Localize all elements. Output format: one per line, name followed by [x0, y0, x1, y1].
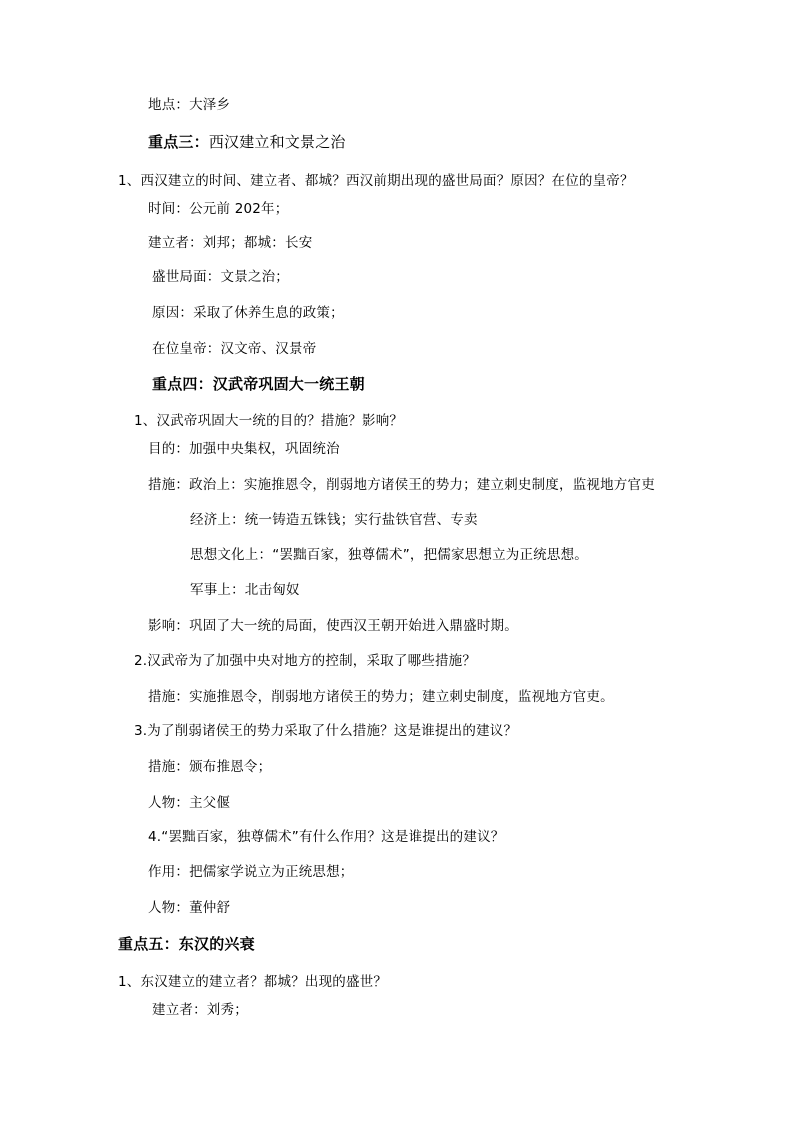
s4-q1-measures-ideology: 思想文化上：“罢黜百家，独尊儒术”，把儒家思想立为正统思想。 — [190, 547, 588, 563]
s4-q4-person: 人物：董仲舒 — [148, 900, 231, 916]
section3-heading-title: 西汉建立和文景之治 — [208, 133, 346, 151]
section4-heading: 重点四：汉武帝巩固大一统王朝 — [152, 375, 365, 393]
s4-q4-question: 4.“罢黜百家，独尊儒术”有什么作用？这是谁提出的建议？ — [148, 829, 505, 845]
s4-q2-answer: 措施：实施推恩令，削弱地方诸侯王的势力；建立刺史制度，监视地方官吏。 — [148, 689, 614, 705]
s4-q2-question: 2.汉武帝为了加强中央对地方的控制，采取了哪些措施？ — [134, 653, 477, 669]
s4-q1-measures-military: 军事上：北击匈奴 — [190, 582, 300, 598]
section3-heading-label: 重点三： — [148, 133, 209, 151]
s5-q1-question: 1、东汉建立的建立者？都城？出现的盛世？ — [118, 974, 388, 990]
section5-heading: 重点五：东汉的兴衰 — [118, 935, 255, 953]
s4-q1-measures-political: 措施：政治上：实施推恩令，削弱地方诸侯王的势力；建立刺史制度，监视地方官吏 — [148, 477, 655, 493]
location-line: 地点：大泽乡 — [148, 97, 231, 113]
s3-q1-emperors: 在位皇帝：汉文帝、汉景帝 — [152, 341, 317, 357]
s4-q1-purpose: 目的：加强中央集权，巩固统治 — [148, 441, 340, 457]
section3-heading — [148, 132, 346, 152]
s4-q3-measure: 措施：颁布推恩令； — [148, 759, 272, 775]
s3-q1-founder-capital: 建立者：刘邦；都城：长安 — [148, 235, 313, 251]
s3-q1-question: 1、西汉建立的时间、建立者、都城？西汉前期出现的盛世局面？原因？在位的皇帝？ — [118, 173, 634, 189]
s4-q1-question: 1、汉武帝巩固大一统的目的？措施？影响？ — [134, 413, 404, 429]
s4-q1-measures-economic: 经济上：统一铸造五铢钱；实行盐铁官营、专卖 — [190, 512, 478, 528]
s5-q1-founder: 建立者：刘秀； — [152, 1002, 248, 1018]
s4-q1-impact: 影响：巩固了大一统的局面，使西汉王朝开始进入鼎盛时期。 — [148, 618, 518, 634]
s4-q3-person: 人物：主父偃 — [148, 795, 231, 811]
s3-q1-reason: 原因：采取了休养生息的政策； — [152, 305, 344, 321]
s4-q4-effect: 作用：把儒家学说立为正统思想； — [148, 864, 354, 880]
s4-q3-question: 3.为了削弱诸侯王的势力采取了什么措施？这是谁提出的建议？ — [134, 723, 518, 739]
s3-q1-golden-age: 盛世局面：文景之治； — [152, 269, 289, 285]
s3-q1-time: 时间：公元前 202年； — [148, 201, 289, 217]
